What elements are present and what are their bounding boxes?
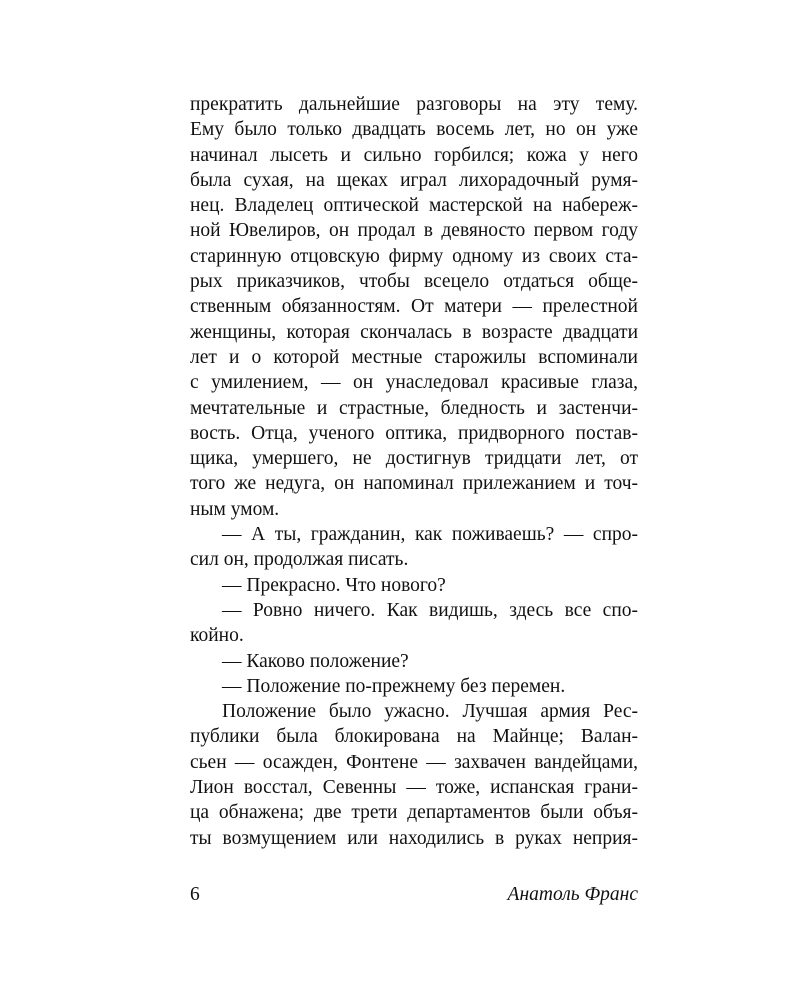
text-line: нец. Владелец оптической мастерской на набереж-: [190, 195, 638, 217]
text-line: старинную отцовскую фирму одному из своих ста-: [190, 245, 638, 267]
text-line: мечтательные и страстные, бледность и застенчи-: [190, 397, 638, 419]
dialogue-line: — Положение по-прежнему без перемен.: [222, 675, 566, 697]
text-line: сил он, продолжая писать.: [190, 549, 409, 571]
text-line: ственным обязанностям. От матери — прелестной: [190, 296, 638, 318]
dialogue-line: — Прекрасно. Что нового?: [222, 574, 446, 596]
text-line: койно.: [190, 625, 244, 647]
text-line: ты возмущением или находились в руках неприя-: [190, 827, 638, 849]
text-line: прекратить дальнейшие разговоры на эту тему.: [190, 94, 638, 115]
text-line: щика, умершего, не достигнув тридцати лет, от: [190, 448, 638, 470]
dialogue-line: — Каково положение?: [222, 650, 409, 672]
dialogue-line: — А ты, гражданин, как поживаешь? — спро-: [222, 524, 638, 546]
text-line: сьен — осажден, Фонтене — захвачен вандейцами,: [190, 751, 638, 773]
paragraph-start-line: Положение было ужасно. Лучшая армия Рес-: [222, 701, 638, 723]
text-line: с умилением, — он унаследовал красивые глаза,: [190, 372, 638, 394]
text-line: того же недуга, он напоминал прилежанием и точ-: [190, 473, 638, 495]
text-line: была сухая, на щеках играл лихорадочный румя-: [190, 169, 638, 191]
page-footer: [190, 882, 638, 908]
text-line: вость. Отца, ученого оптика, придворного постав-: [190, 422, 638, 444]
text-line: Лион восстал, Севенны — тоже, испанская грани-: [190, 777, 638, 799]
body-text: [190, 92, 638, 851]
text-line: публики была блокирована на Майнце; Валан-: [190, 726, 638, 748]
dialogue-line: — Ровно ничего. Как видишь, здесь все спо-: [222, 599, 638, 621]
text-line: ной Ювелиров, он продал в девяносто первом году: [190, 220, 638, 242]
page-number: 6: [190, 884, 200, 905]
text-line: Ему было только двадцать восемь лет, но он уже: [190, 119, 638, 141]
text-line: лет и о которой местные старожилы вспоминали: [190, 346, 638, 368]
text-line: начинал лысеть и сильно горбился; кожа у него: [190, 144, 638, 166]
text-line: рых приказчиков, чтобы всецело отдаться обще-: [190, 271, 638, 293]
text-line: ным умом.: [190, 498, 280, 520]
text-line: женщины, которая скончалась в возрасте двадцати: [190, 321, 638, 343]
running-head-author: Анатоль Франс: [507, 884, 638, 905]
text-line: ца обнажена; две трети департаментов были объя-: [190, 802, 638, 824]
